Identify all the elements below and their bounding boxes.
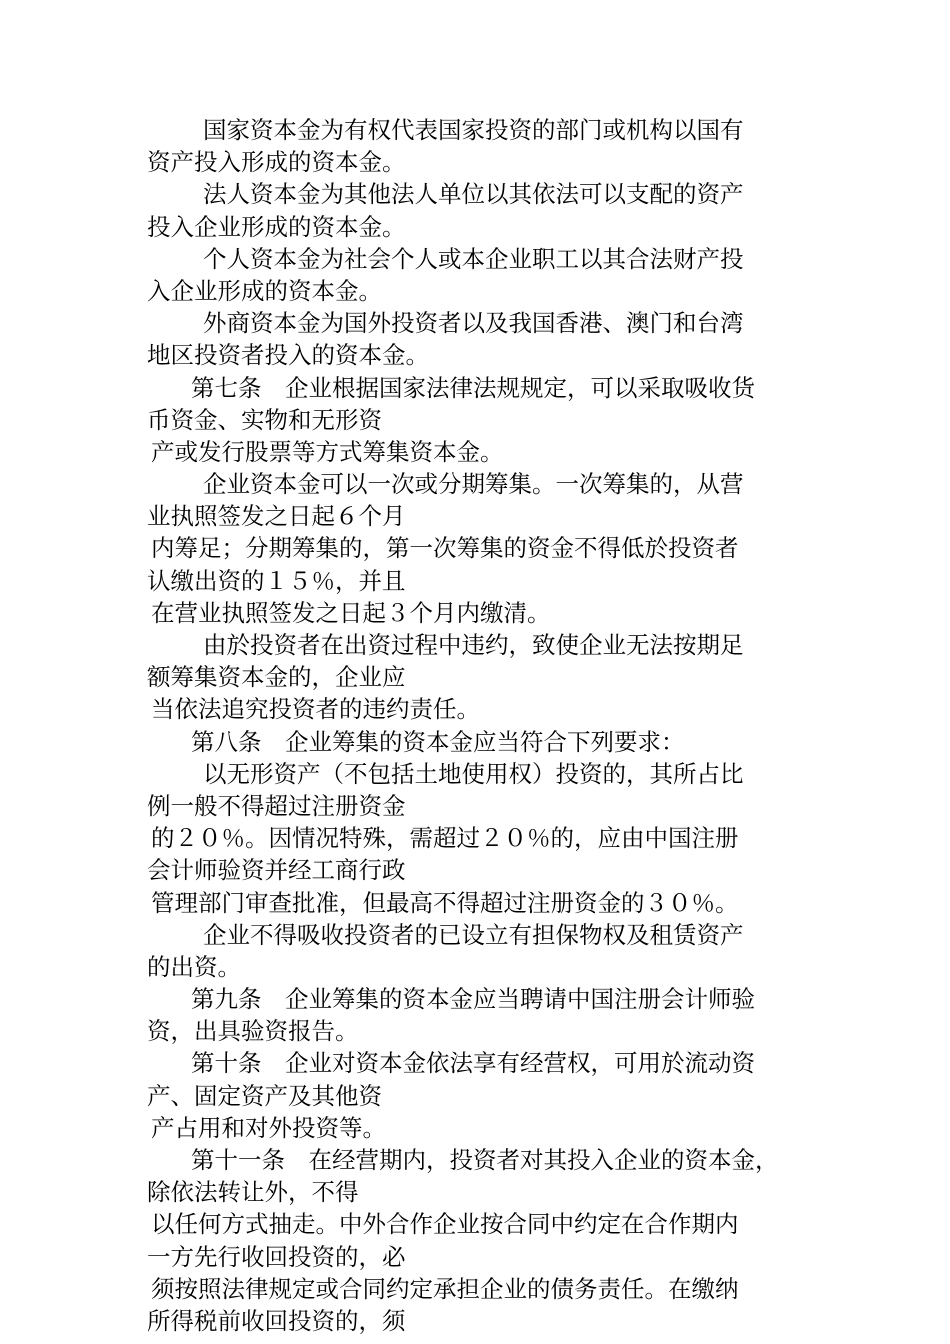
text-line: 个人资本金为社会个人或本企业职工以其合法财产投 (203, 244, 744, 273)
text-line: 例一般不得超过注册资金 (147, 791, 406, 820)
text-line: 第十一条 在经营期内，投资者对其投入企业的资本金， (191, 1146, 779, 1174)
text-line: 企业不得吸收投资者的已设立有担保物权及租赁资产 (203, 920, 744, 949)
text-line: 第九条 企业筹集的资本金应当聘请中国注册会计师验 (191, 985, 755, 1014)
text-line: 第十条 企业对资本金依法享有经营权，可用於流动资 (191, 1049, 755, 1078)
text-line: 第七条 企业根据国家法律法规规定，可以采取吸收货 (191, 373, 755, 402)
text-line: 当依法追究投资者的违约责任。 (151, 695, 480, 724)
text-line: 外商资本金为国外投资者以及我国香港、澳门和台湾 (203, 309, 744, 338)
text-line: 投入企业形成的资本金。 (147, 212, 406, 241)
text-line: 产占用和对外投资等。 (151, 1113, 386, 1142)
text-line: 国家资本金为有权代表国家投资的部门或机构以国有 (203, 116, 744, 144)
text-line: 地区投资者投入的资本金。 (147, 341, 429, 370)
document-body (147, 114, 827, 1337)
text-line: 认缴出资的１５％，并且 (147, 566, 406, 595)
text-line: 在营业执照签发之日起３个月内缴清。 (151, 598, 551, 627)
text-line: 产、固定资产及其他资 (147, 1081, 382, 1110)
text-line: 一方先行收回投资的，必 (147, 1242, 406, 1271)
text-line: 以任何方式抽走。中外合作企业按合同中约定在合作期内 (151, 1210, 739, 1239)
text-line: 所得税前收回投资的，须 (147, 1306, 406, 1335)
text-line: 企业资本金可以一次或分期筹集。一次筹集的，从营 (203, 470, 744, 499)
text-line: 的２０％。因情况特殊，需超过２０％的，应由中国注册 (151, 824, 739, 853)
text-line: 资，出具验资报告。 (147, 1017, 359, 1046)
text-line: 资产投入形成的资本金。 (147, 148, 406, 177)
text-line: 须按照法律规定或合同约定承担企业的债务责任。在缴纳 (151, 1274, 739, 1303)
text-line: 管理部门审查批准，但最高不得超过注册资金的３０％。 (151, 888, 739, 917)
text-line: 法人资本金为其他法人单位以其依法可以支配的资产 (203, 180, 744, 209)
text-line: 除依法转让外，不得 (147, 1178, 359, 1207)
text-line: 的出资。 (147, 952, 241, 981)
text-line: 以无形资产（不包括土地使用权）投资的，其所占比 (203, 759, 744, 788)
text-line: 业执照签发之日起６个月 (147, 502, 406, 531)
text-line: 入企业形成的资本金。 (147, 276, 382, 305)
text-line: 第八条 企业筹集的资本金应当符合下列要求： (191, 727, 685, 756)
text-line: 由於投资者在出资过程中违约，致使企业无法按期足 (203, 631, 744, 659)
text-line: 额筹集资本金的，企业应 (147, 663, 406, 692)
text-line: 币资金、实物和无形资 (147, 405, 382, 434)
text-line: 内筹足；分期筹集的，第一次筹集的资金不得低於投资者 (151, 534, 739, 563)
text-line: 产或发行股票等方式筹集资本金。 (151, 437, 504, 466)
text-line: 会计师验资并经工商行政 (147, 856, 406, 885)
